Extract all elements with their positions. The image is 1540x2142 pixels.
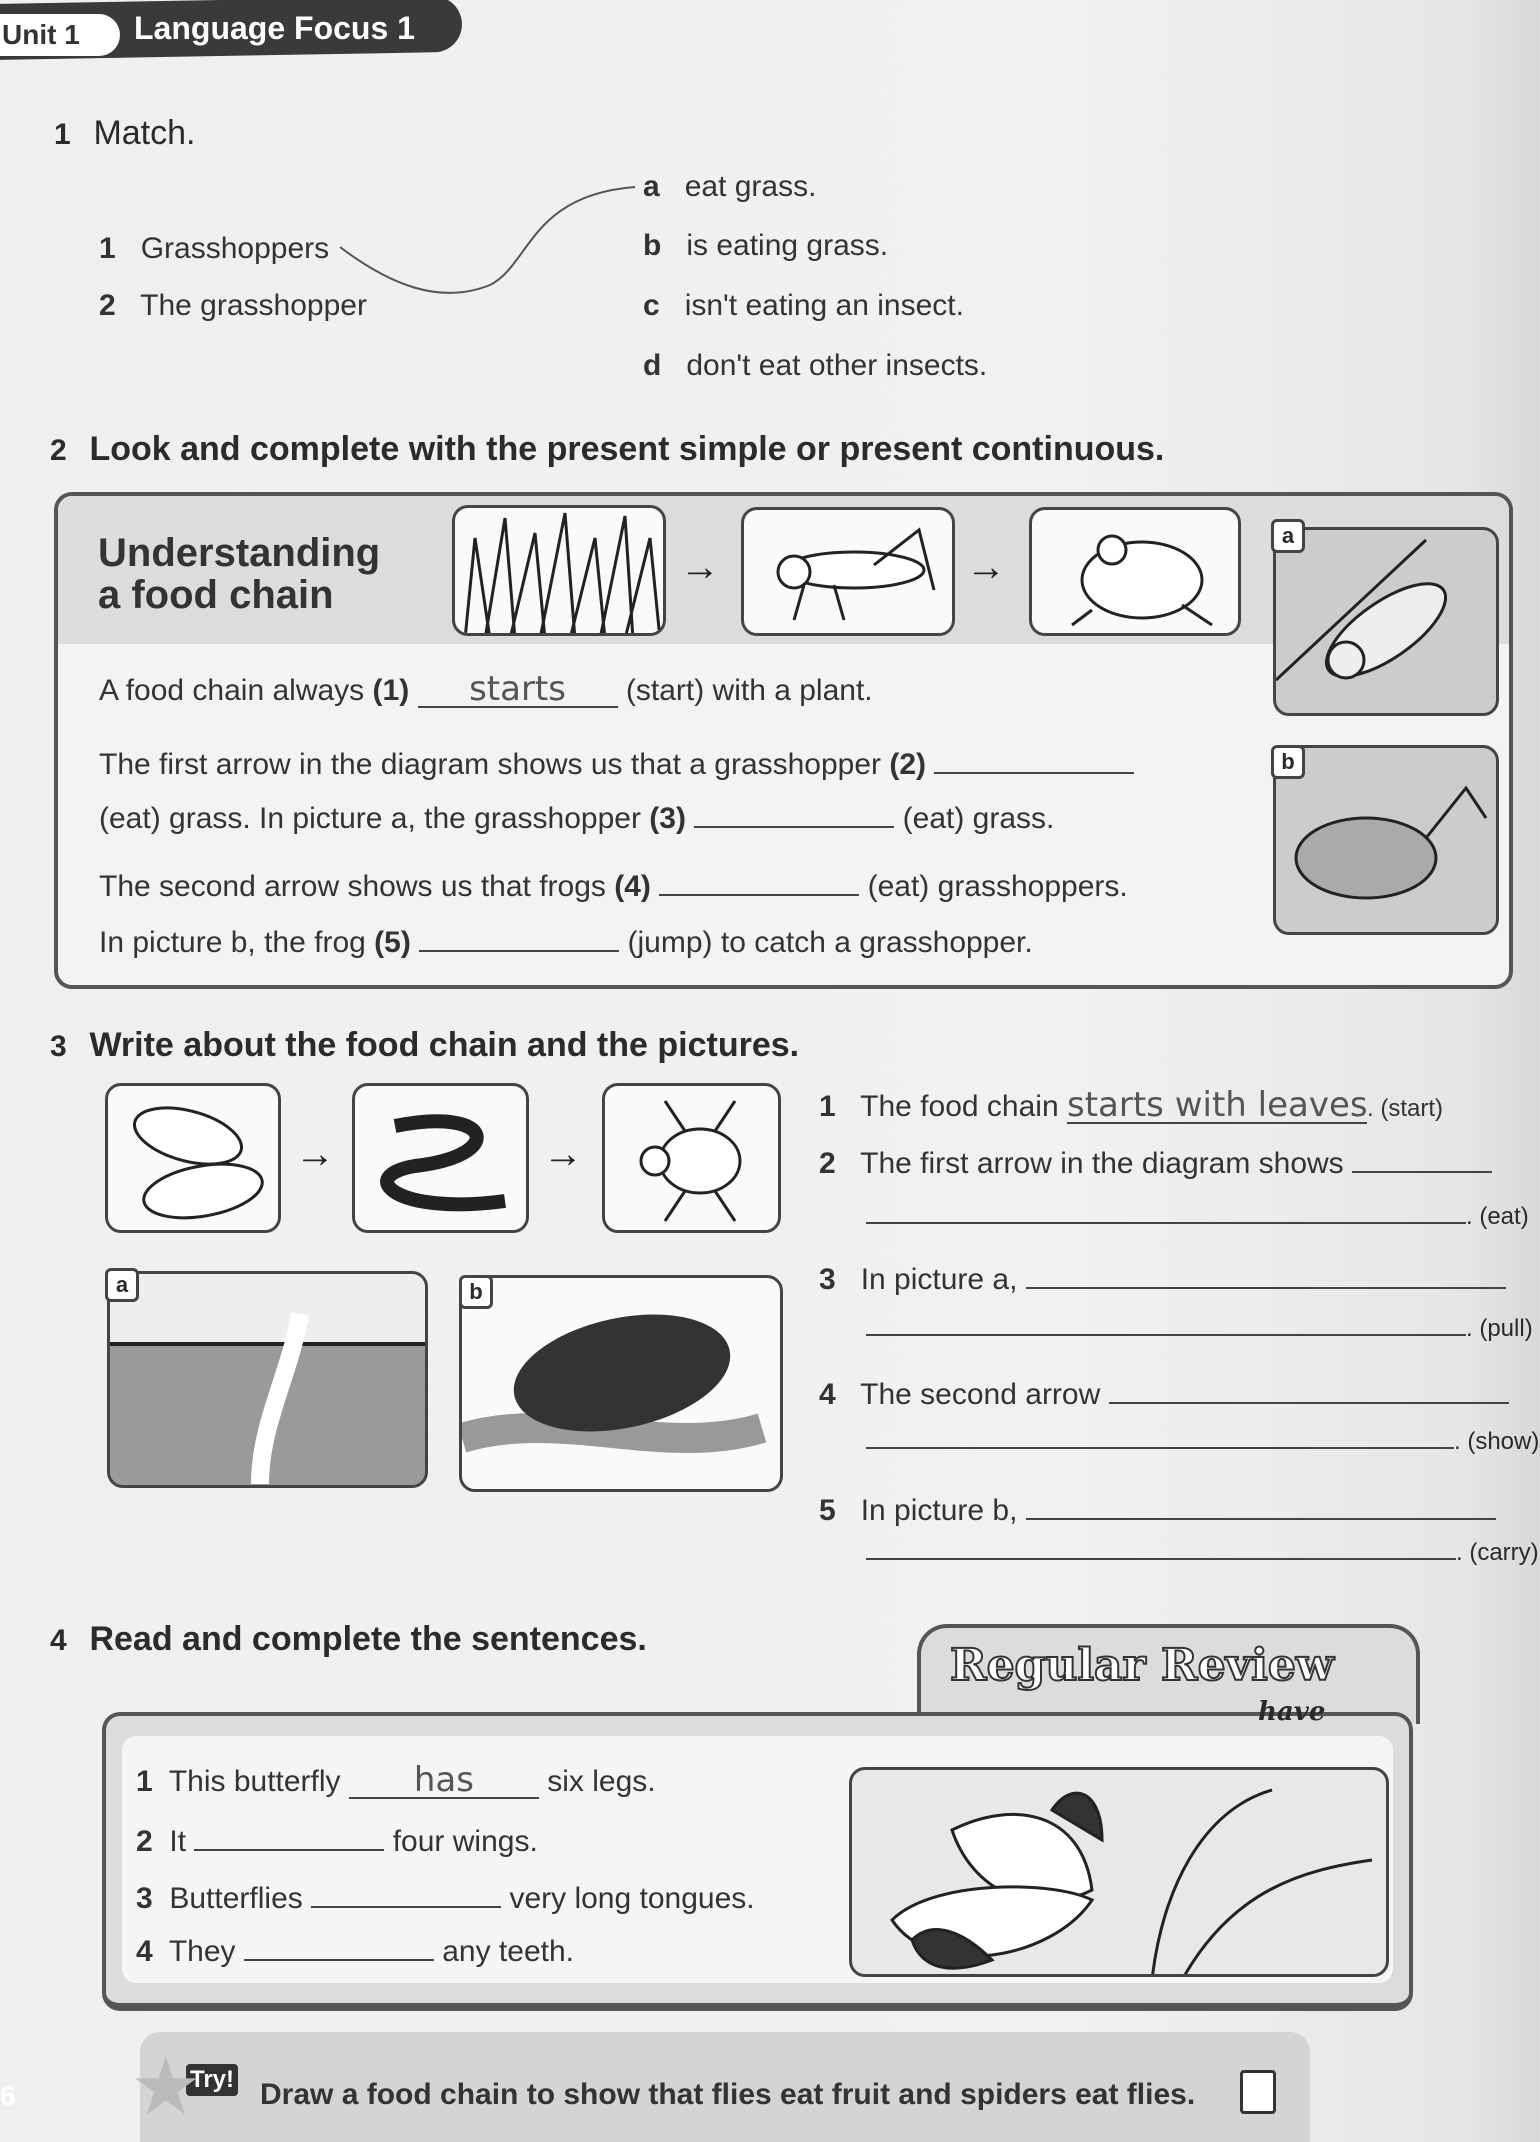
- beetle-image: [602, 1083, 781, 1233]
- ex2-heading: 2 Look and complete with the present simple or present continuous.: [50, 430, 1165, 468]
- ex3-q5-line: . (carry): [866, 1532, 1539, 1567]
- regular-review-title: Regular Review: [950, 1640, 1334, 1691]
- arrow-icon: →: [543, 1132, 583, 1176]
- box-title: Understanding a food chain: [98, 531, 381, 617]
- ex2-sentence-2: The first arrow in the diagram shows us that a grasshopper (2): [99, 746, 1134, 782]
- ex4-answer-3[interactable]: [311, 1880, 501, 1908]
- ex3-picture-a-label: a: [105, 1268, 139, 1302]
- page-title: Language Focus 1: [134, 10, 415, 46]
- ex2-sentence-5: In picture b, the frog (5) (jump) to catch a grasshopper.: [99, 926, 1033, 959]
- leaves-image: [105, 1083, 281, 1233]
- star-icon: ★: [130, 2042, 202, 2131]
- answer-4[interactable]: [659, 868, 859, 896]
- ex4-answer-4[interactable]: [244, 1933, 434, 1961]
- ex4-sentence-2: 2 It four wings.: [136, 1825, 538, 1858]
- ex3-q2-line: . (eat): [866, 1196, 1529, 1231]
- ex3-q3: 3 In picture a,: [819, 1261, 1506, 1297]
- picture-b-beetle: [459, 1275, 783, 1492]
- ex3-q4-line: . (show): [866, 1421, 1539, 1456]
- worm-image: [352, 1083, 529, 1233]
- picture-a-grasshopper: [1273, 527, 1499, 716]
- ex3-q1: 1 The food chain starts with leaves. (start): [819, 1085, 1443, 1125]
- butterfly-image: [849, 1767, 1389, 1977]
- match-left-1: 1 Grasshoppers: [99, 232, 330, 265]
- answer-1[interactable]: starts: [418, 672, 618, 708]
- grasshopper-image: [741, 507, 955, 636]
- ex3-q5: 5 In picture b,: [819, 1492, 1496, 1528]
- ex3-picture-b-label: b: [459, 1275, 493, 1309]
- answer-3[interactable]: [694, 800, 894, 828]
- ex3-answer-4b[interactable]: [866, 1421, 1454, 1449]
- ex4-sentence-1: 1 This butterfly has six legs.: [136, 1760, 656, 1800]
- answer-5[interactable]: [419, 924, 619, 952]
- ex3-answer-4[interactable]: [1109, 1376, 1509, 1404]
- match-right-c: c isn't eating an insect.: [643, 289, 964, 322]
- ex3-answer-5[interactable]: [1026, 1492, 1496, 1520]
- ex3-answer-3b[interactable]: [866, 1308, 1466, 1336]
- arrow-icon: →: [966, 545, 1006, 589]
- picture-b-label: b: [1271, 745, 1305, 779]
- ex2-sentence-1: A food chain always (1) starts (start) with a plant.: [99, 669, 873, 709]
- ex4-sentence-4: 4 They any teeth.: [136, 1935, 574, 1968]
- match-right-d: d don't eat other insects.: [643, 349, 988, 382]
- page-number: 6: [0, 2080, 16, 2111]
- frog-image: [1029, 507, 1241, 636]
- ex3-q2: 2 The first arrow in the diagram shows: [819, 1145, 1492, 1181]
- try-badge: Try!: [186, 2064, 238, 2096]
- ex3-answer-1[interactable]: starts with leaves: [1066, 1085, 1368, 1125]
- picture-a-label: a: [1271, 519, 1305, 553]
- unit-label: Unit 1: [0, 14, 120, 56]
- ex4-heading: 4 Read and complete the sentences.: [50, 1620, 647, 1658]
- notepad-icon: [1240, 2070, 1276, 2114]
- ex3-answer-5b[interactable]: [866, 1532, 1456, 1560]
- match-right-b: b is eating grass.: [643, 229, 889, 262]
- match-left-2: 2 The grasshopper: [99, 289, 367, 322]
- ex3-answer-2b[interactable]: [866, 1196, 1466, 1224]
- grass-image: [452, 505, 666, 636]
- picture-a-worm: [107, 1271, 428, 1488]
- ex1-heading: [54, 114, 196, 153]
- answer-2[interactable]: [934, 746, 1134, 774]
- ex3-answer-2[interactable]: [1352, 1145, 1492, 1173]
- arrow-icon: →: [680, 545, 720, 589]
- match-right-a: a eat grass.: [643, 170, 817, 203]
- picture-b-frog: [1273, 745, 1499, 935]
- ex2-sentence-4: The second arrow shows us that frogs (4) (eat) grasshoppers.: [99, 870, 1128, 903]
- review-word: have: [1258, 1697, 1326, 1727]
- match-line: [330, 175, 650, 295]
- try-text: Draw a food chain to show that flies eat fruit and spiders eat flies.: [260, 2078, 1196, 2111]
- ex3-q3-line: . (pull): [866, 1308, 1533, 1343]
- ex2-sentence-3: (eat) grass. In picture a, the grasshopper (3) (eat) grass.: [99, 802, 1055, 835]
- ex3-q4: 4 The second arrow: [819, 1376, 1509, 1412]
- ex4-answer-2[interactable]: [194, 1823, 384, 1851]
- arrow-icon: →: [295, 1132, 335, 1176]
- ex4-answer-1[interactable]: has: [349, 1763, 539, 1799]
- ex3-heading: 3 Write about the food chain and the pictures.: [50, 1026, 800, 1064]
- ex4-sentence-3: 3 Butterflies very long tongues.: [136, 1882, 755, 1915]
- ex1-title: Match.: [93, 114, 196, 152]
- ex1-number: 1: [54, 118, 71, 151]
- ex3-answer-3[interactable]: [1026, 1261, 1506, 1289]
